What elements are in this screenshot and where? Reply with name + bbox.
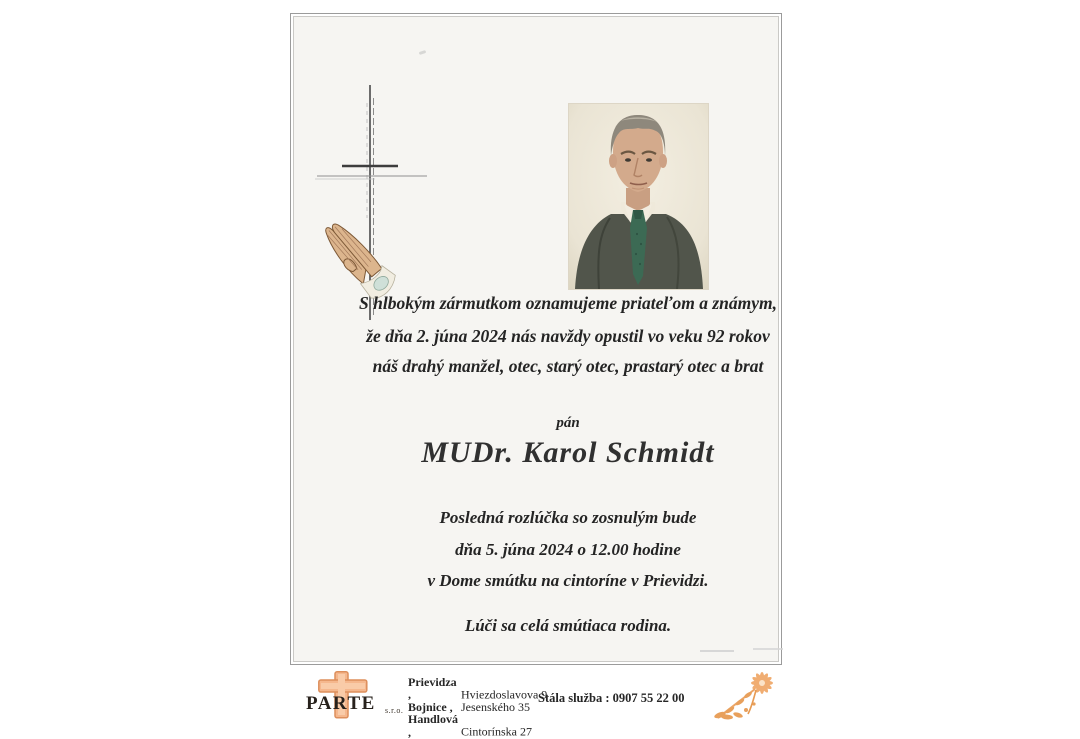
- office-row-handlova: [408, 713, 547, 738]
- office-city: Prievidza ,: [408, 675, 457, 702]
- company-name: PARTE: [306, 693, 376, 714]
- fern-flower-icon: [710, 670, 790, 720]
- intro-line-2: že dňa 2. júna 2024 nás navždy opustil vo veku 92 rokov: [366, 326, 770, 346]
- office-row-prievidza: [408, 676, 547, 701]
- praying-hands-icon: [318, 214, 400, 303]
- office-street: Cintorínska 27: [461, 724, 532, 739]
- deceased-name: MUDr. Karol Schmidt: [421, 436, 715, 469]
- scan-smudge: [753, 648, 783, 650]
- funeral-line-1: Posledná rozlúčka so zosnulým bude: [439, 508, 697, 527]
- service-phone-line: Stála služba : 0907 55 22 00: [538, 691, 685, 705]
- portrait-photo: [568, 103, 709, 290]
- office-city: Handlová ,: [408, 712, 459, 739]
- intro-line-1: S hlbokým zármutkom oznamujeme priateľom a známym,: [359, 293, 777, 313]
- funeral-line-2: dňa 5. júna 2024 o 12.00 hodine: [455, 540, 681, 559]
- office-street: Jesenského 35: [461, 699, 530, 714]
- company-suffix: s.r.o.: [385, 706, 404, 715]
- scan-smudge: [700, 650, 734, 652]
- office-address-list: [408, 676, 547, 738]
- closing-line: Lúči sa celá smútiaca rodina.: [464, 616, 672, 635]
- honorific: pán: [556, 415, 580, 431]
- memorial-cross-icon: [300, 78, 440, 328]
- office-city: Bojnice ,: [408, 699, 453, 714]
- office-street: Hviezdoslavova 9: [461, 687, 548, 702]
- intro-line-3: náš drahý manžel, otec, starý otec, prastarý otec a brat: [372, 356, 764, 376]
- funeral-line-3: v Dome smútku na cintoríne v Prievidzi.: [427, 571, 709, 590]
